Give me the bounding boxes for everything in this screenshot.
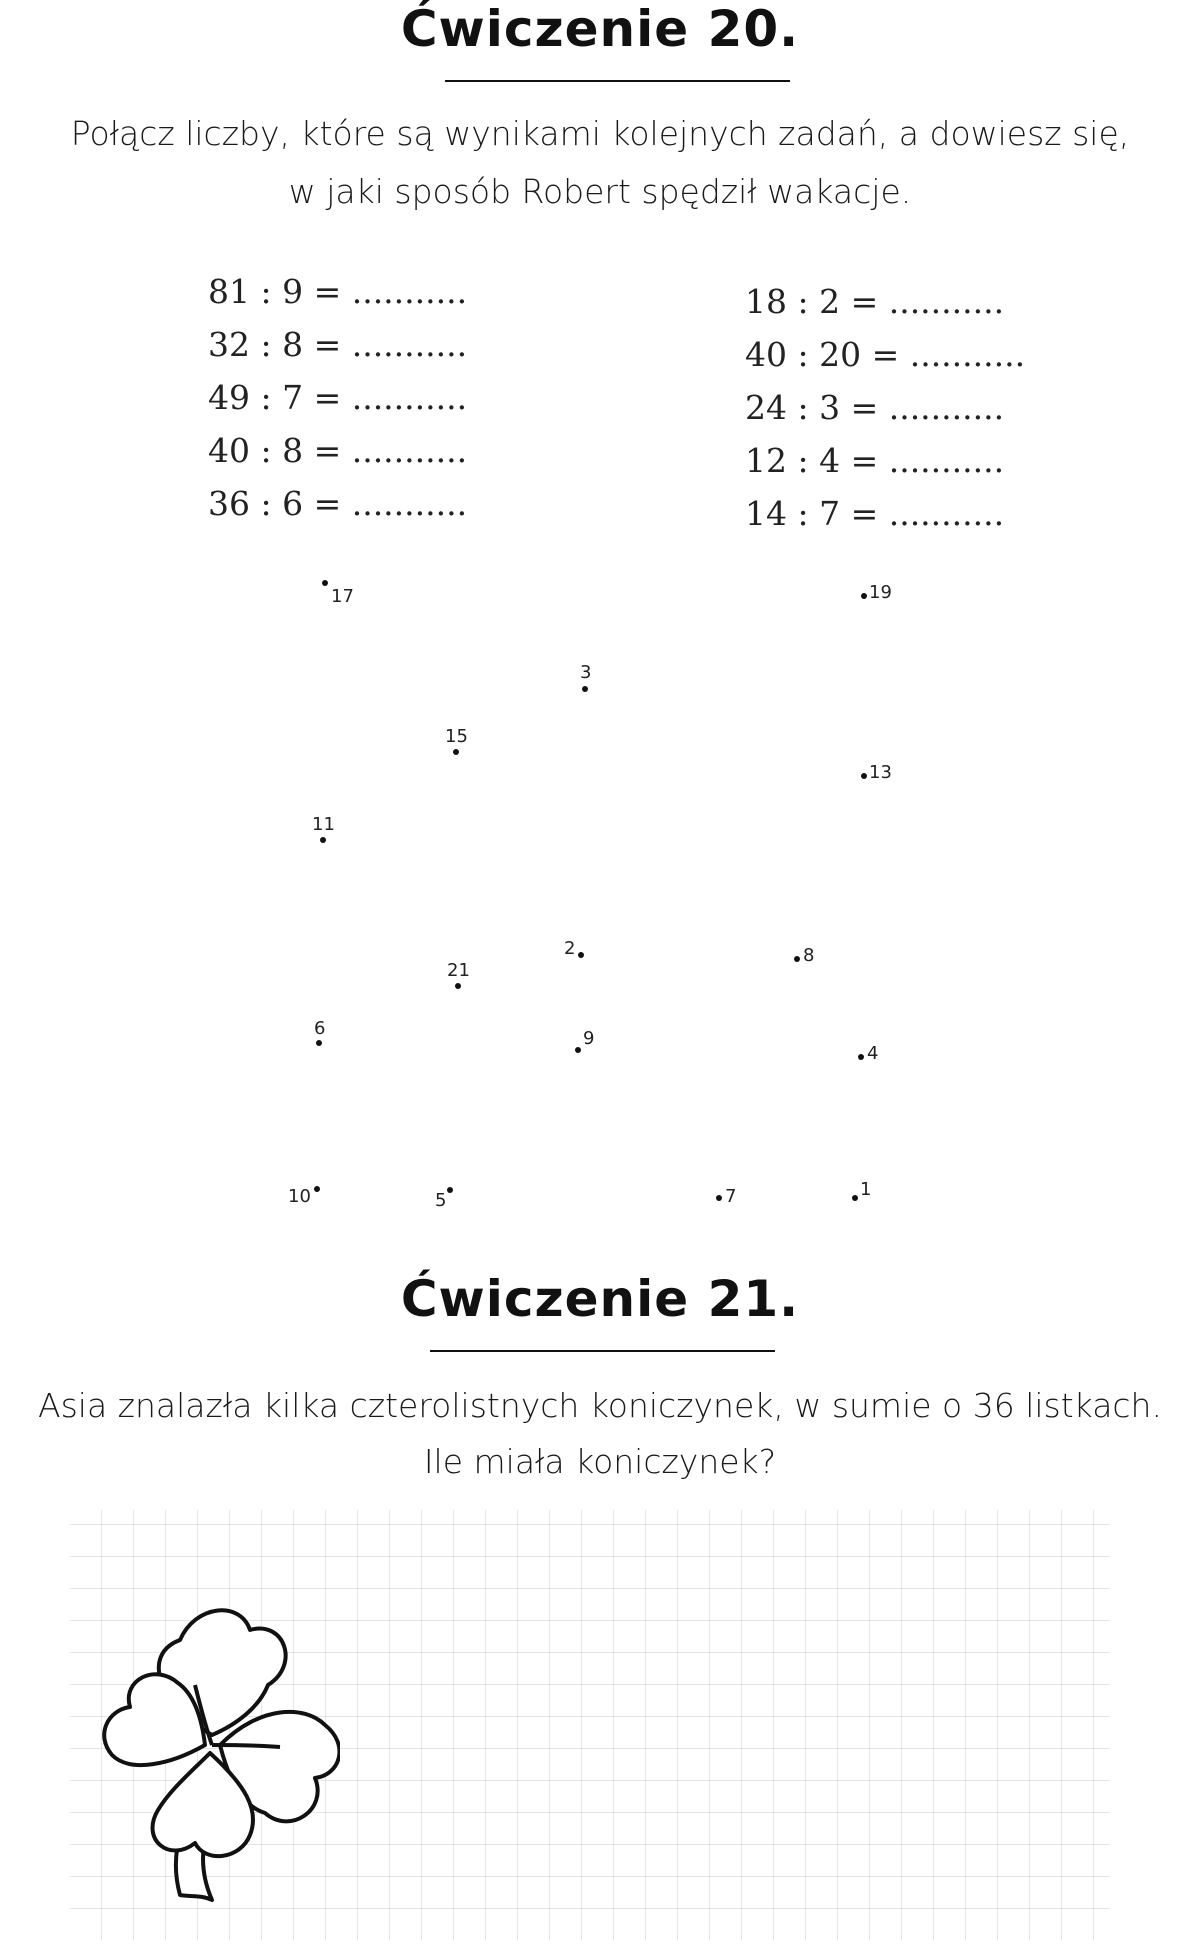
four-leaf-clover-icon xyxy=(100,1595,340,1905)
equation-right-2: 40 : 20 = ........... xyxy=(745,335,1026,374)
exercise-21-title: Ćwiczenie 21. xyxy=(400,1270,800,1328)
dot-8[interactable] xyxy=(794,956,800,962)
point-label-13: 13 xyxy=(869,762,892,783)
dot-17[interactable] xyxy=(322,580,328,586)
dot-11[interactable] xyxy=(320,837,326,843)
point-label-19: 19 xyxy=(869,582,892,603)
dot-19[interactable] xyxy=(861,593,867,599)
exercise-21-title-underline xyxy=(430,1350,775,1352)
exercise-20-instruction-line1: Połącz liczby, które są wynikami kolejnych zadań, a dowiesz się, xyxy=(70,114,1130,153)
point-label-15: 15 xyxy=(445,726,468,747)
point-label-8: 8 xyxy=(803,945,815,966)
point-label-1: 1 xyxy=(860,1179,872,1200)
exercise-21-instruction-line2: Ile miała koniczynek? xyxy=(423,1442,777,1481)
equation-left-2: 32 : 8 = ........... xyxy=(208,325,468,364)
point-label-4: 4 xyxy=(867,1043,879,1064)
dot-4[interactable] xyxy=(858,1054,864,1060)
exercise-21-instruction-line1: Asia znalazła kilka czterolistnych koniczynek, w sumie o 36 listkach. xyxy=(38,1386,1162,1425)
dot-5[interactable] xyxy=(447,1187,453,1193)
point-label-11: 11 xyxy=(312,814,335,835)
dot-9[interactable] xyxy=(575,1047,581,1053)
equation-right-1: 18 : 2 = ........... xyxy=(745,282,1005,321)
exercise-20-title: Ćwiczenie 20. xyxy=(400,0,800,58)
dot-2[interactable] xyxy=(578,952,584,958)
exercise-20-title-underline xyxy=(445,80,790,82)
exercise-20-instruction-line2: w jaki sposób Robert spędził wakacje. xyxy=(288,172,912,211)
dot-6[interactable] xyxy=(316,1040,322,1046)
point-label-21: 21 xyxy=(447,960,470,981)
equation-right-3: 24 : 3 = ........... xyxy=(745,388,1005,427)
point-label-7: 7 xyxy=(725,1186,737,1207)
dot-7[interactable] xyxy=(716,1195,722,1201)
dot-10[interactable] xyxy=(314,1186,320,1192)
equation-left-5: 36 : 6 = ........... xyxy=(208,484,468,523)
point-label-6: 6 xyxy=(314,1018,326,1039)
equation-left-1: 81 : 9 = ........... xyxy=(208,272,468,311)
equation-right-4: 12 : 4 = ........... xyxy=(745,441,1005,480)
point-label-5: 5 xyxy=(435,1190,447,1211)
equation-left-3: 49 : 7 = ........... xyxy=(208,378,468,417)
dot-3[interactable] xyxy=(582,686,588,692)
point-label-17: 17 xyxy=(331,586,354,607)
point-label-10: 10 xyxy=(288,1186,311,1207)
point-label-3: 3 xyxy=(580,662,592,683)
point-label-9: 9 xyxy=(583,1028,595,1049)
dot-1[interactable] xyxy=(852,1195,858,1201)
dot-13[interactable] xyxy=(861,773,867,779)
equation-right-5: 14 : 7 = ........... xyxy=(745,494,1005,533)
dot-21[interactable] xyxy=(455,983,461,989)
equation-left-4: 40 : 8 = ........... xyxy=(208,431,468,470)
dot-15[interactable] xyxy=(453,749,459,755)
point-label-2: 2 xyxy=(564,938,576,959)
